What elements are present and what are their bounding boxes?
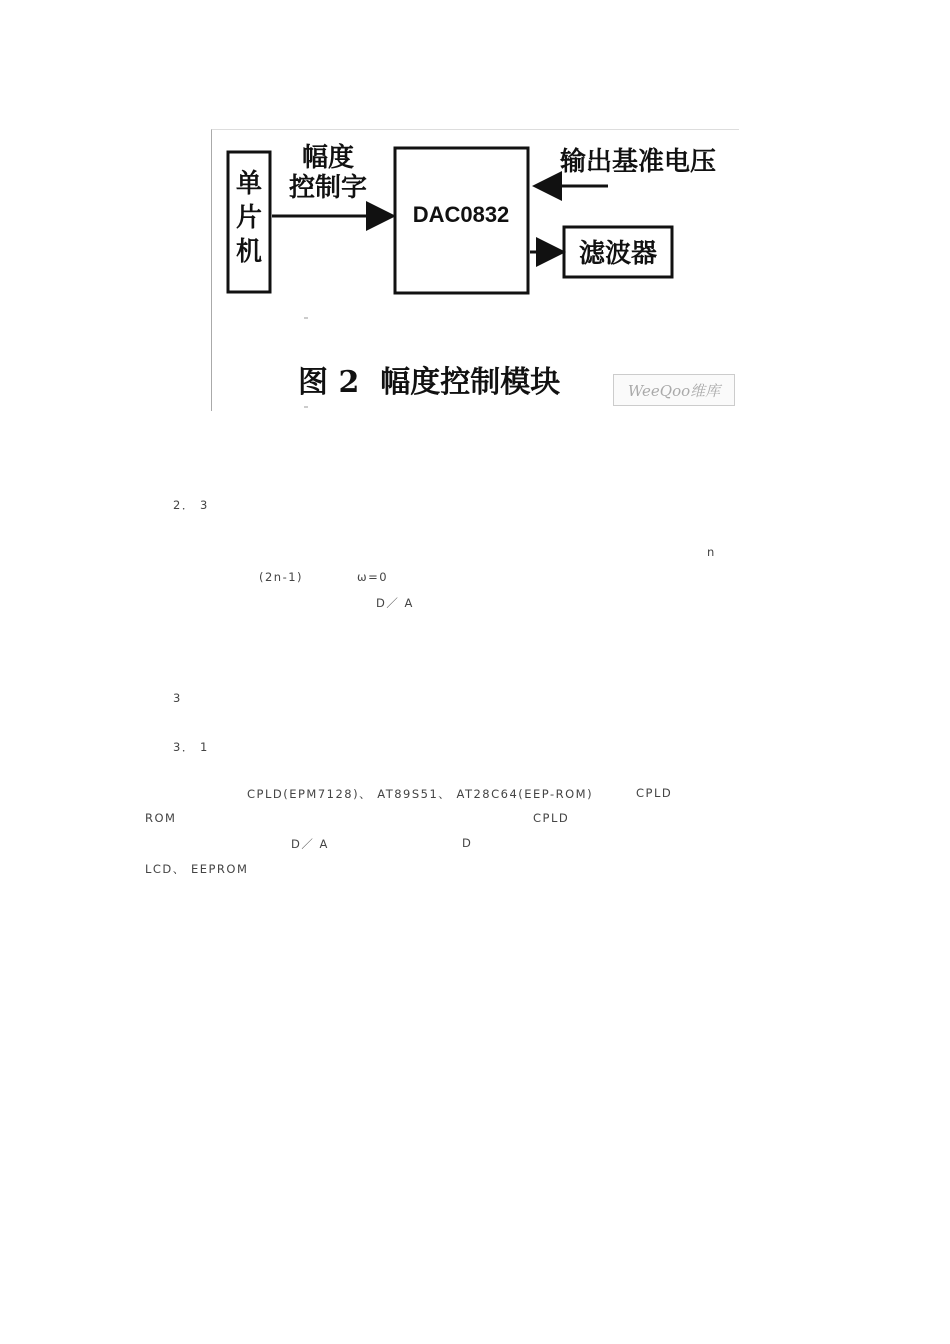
filter-label: 滤波器 bbox=[578, 239, 658, 269]
section-2-3-heading: 2． 3 bbox=[173, 498, 209, 512]
reference-label: 输出基准电压 bbox=[559, 147, 717, 177]
section-3-heading: 3 bbox=[173, 691, 182, 705]
control-word-label: 控制字 bbox=[288, 173, 368, 203]
para-3-1-line-4: LCD、 EEPROM bbox=[145, 862, 249, 876]
figure-caption: 图 2 幅度控制模块 bbox=[298, 365, 561, 400]
section-3-1-heading: 3． 1 bbox=[173, 740, 209, 754]
para-3-1-line-1b: CPLD(EPM7128)、 AT89S51、 AT28C64(EEP-ROM) bbox=[247, 787, 594, 801]
para-3-1-line-3b: D／ A bbox=[291, 837, 329, 851]
mcu-label-1: 单 bbox=[235, 169, 263, 199]
block-diagram bbox=[212, 130, 739, 411]
para-2-3-line-2c: ω=0 bbox=[357, 570, 389, 584]
para-3-1-line-3c: D bbox=[462, 836, 473, 850]
para-2-3-line-1b: n bbox=[707, 545, 716, 559]
para-3-1-line-2b: CPLD bbox=[533, 811, 570, 825]
watermark-logo: WeeQoo维库 bbox=[613, 374, 735, 406]
para-3-1-line-2a: ROM bbox=[145, 811, 177, 825]
mcu-label-3: 机 bbox=[235, 237, 263, 267]
amplitude-label: 幅度 bbox=[301, 143, 355, 173]
para-2-3-line-2b: (2n-1) bbox=[259, 570, 304, 584]
dac-label: DAC0832 bbox=[412, 202, 510, 227]
amplitude-control-figure bbox=[211, 129, 739, 411]
mcu-label-2: 片 bbox=[235, 203, 263, 233]
para-3-1-line-1c: CPLD bbox=[636, 786, 673, 800]
para-2-3-line-3b: D／ A bbox=[376, 596, 414, 610]
